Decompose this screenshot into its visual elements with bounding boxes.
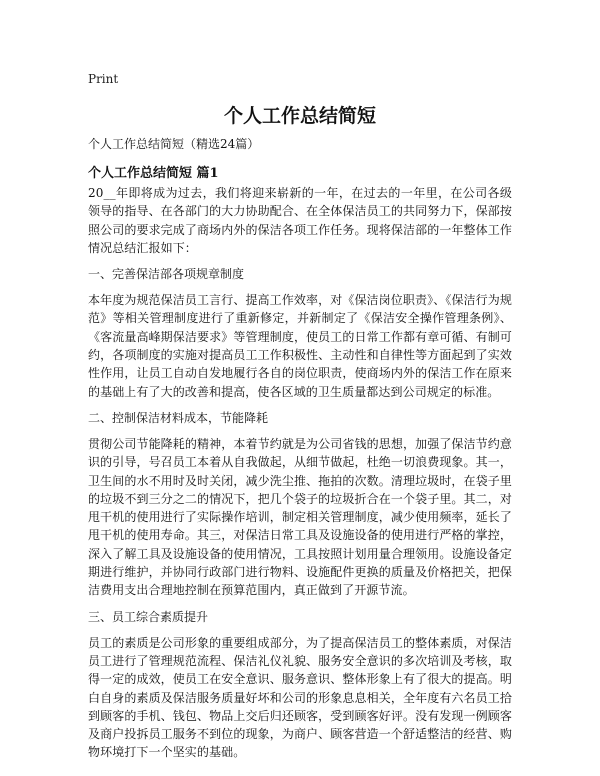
cost-paragraph: 贯彻公司节能降耗的精神，本着节约就是为公司省钱的思想，加强了保洁节约意识的引导，号召员工本着从自我做起，从细节做起，杜绝一切浪费现象。其一，卫生间的水不用时及时关闭，减少洗尘推、拖拍的次数。清理垃圾时，在袋子里的垃圾不到三分之二的情况下，把几个袋子的垃圾折合在一个袋子里。其二，对甩干机的使用进行了实际操作培训，制定相关管理制度，减少使用频率，延长了甩干机的使用寿命。其三，对保洁日常工具及设施设备的使用进行严格的掌控，深入了解工具及设施设备的使用情况，工具按照计划用量合理领用。设施设备定期进行维护，并协同行政部门进行物料、设施配件更换的质量及价格把关，把保洁费用支出合理地控制在预算范围内，真正做到了开源节流。	[88, 436, 512, 598]
section-heading-staff: 三、员工综合素质提升	[88, 609, 209, 624]
staff-paragraph: 员工的素质是公司形象的重要组成部分，为了提高保洁员工的整体素质，对保洁员工进行了管理规范流程、保洁礼仪礼貌、服务安全意识的多次培训及考核，取得一定的成效，使员工在安全意识、服务意识、整体形象上有了很大的提高。明白自身的素质及保洁服务质量好坏和公司的形象息息相关，全年度有六名员工拾到顾客的手机、钱包、物品上交后归还顾客，受到顾客好评。没有发现一例顾客及商户投拆员工服务不到位的现象，为商户、顾客营造一个舒适整洁的经营、购物环境打下一个坚实的基础。	[88, 635, 512, 760]
page-title: 个人工作总结简短	[223, 105, 376, 127]
article-body	[88, 184, 512, 770]
article-heading: 个人工作总结简短 篇1	[88, 166, 219, 181]
intro-paragraph: 20__年即将成为过去，我们将迎来崭新的一年，在过去的一年里，在公司各级领导的指导、在各部门的大力协助配合、在全体保洁员工的共同努力下，保部按照公司的要求完成了商场内外的保洁各项工作任务。现将保洁部的一年整体工作情况总结汇报如下：	[88, 186, 512, 255]
section-heading-cost: 二、控制保洁材料成本，节能降耗	[88, 410, 269, 425]
section-heading-rules: 一、完善保洁部各项规章制度	[88, 267, 245, 282]
rules-paragraph: 本年度为规范保洁员工言行、提高工作效率，对《保洁岗位职责》、《保洁行为规范》等相关管理制度进行了重新修定，并新制定了《保洁安全操作管理条例》、《客流量高峰期保洁要求》等管理制度，使员工的日常工作都有章可循、有制可约，各项制度的实施对提高员工工作积极性、主动性和自律性等方面起到了实效性作用，让员工自动自发地履行各自的岗位职责，使商场内外的保洁工作在原来的基础上有了大的改善和提高，使各区域的卫生质量都达到公司规定的标准。	[88, 293, 512, 399]
print-link[interactable]: Print	[88, 72, 119, 86]
document-subtitle: 个人工作总结简短（精选24篇）	[88, 137, 260, 151]
